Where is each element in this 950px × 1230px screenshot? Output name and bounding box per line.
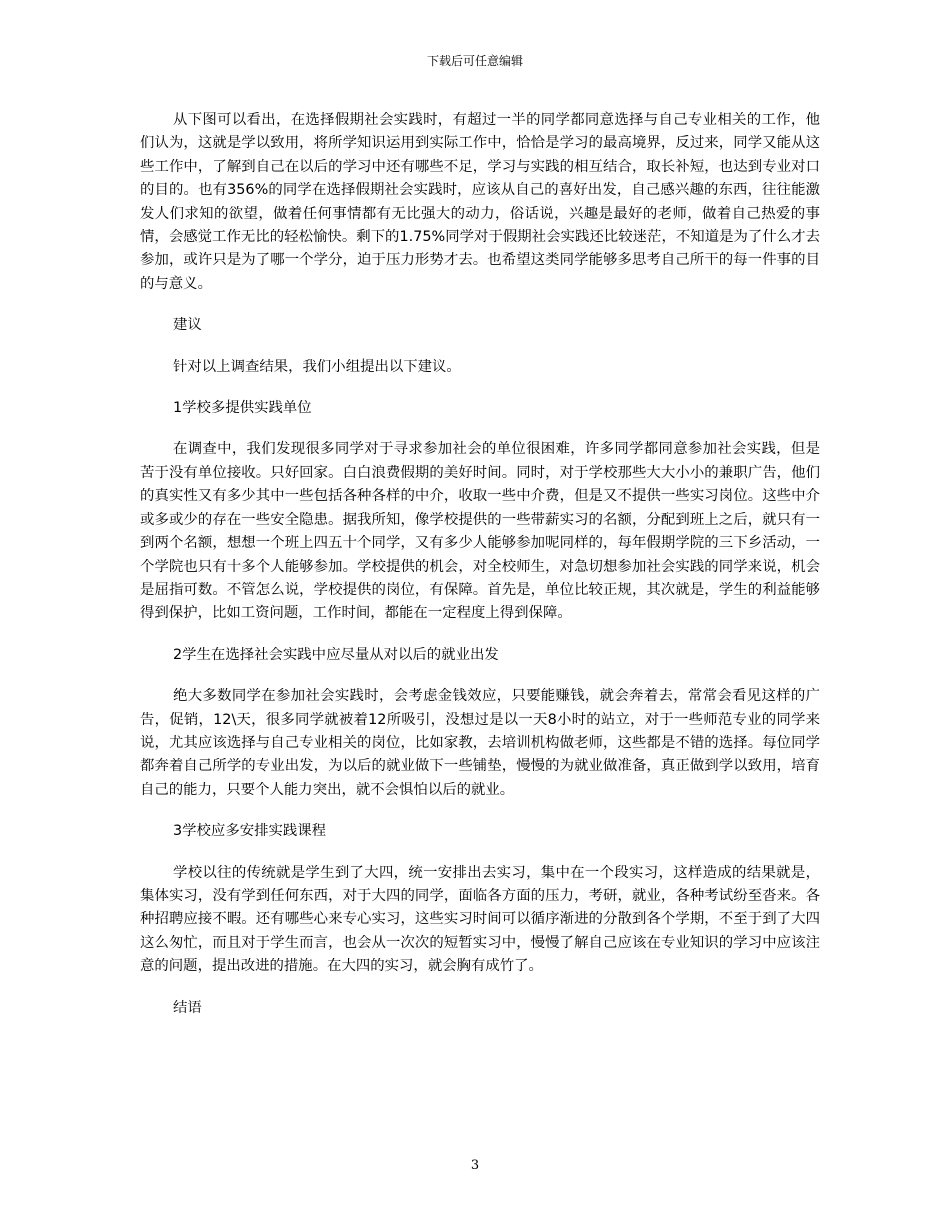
paragraph-suggestion-2: 绝大多数同学在参加社会实践时，会考虑金钱效应，只要能赚钱，就会奔着去，常常会看见这样的广告，促销，12\天，很多同学就被着12所吸引，没想过是以一天8小时的站立，对于一些师范专业的同学来说，尤其应该选择与自己专业相关的岗位，比如家教，去培训机构做老师，这些都是不错的选择。每位同学都奔着自己所学的专业出发，为以后的就业做下一些铺垫，慢慢的为就业做准备，真正做到学以致用，培育自己的能力，只要个人能力突出，就不会惧怕以后的就业。 [140,688,820,798]
paragraph-survey-analysis: 从下图可以看出，在选择假期社会实践时，有超过一半的同学都同意选择与自己专业相关的工作，他们认为，这就是学以致用，将所学知识运用到实际工作中，恰恰是学习的最高境界，反过来，同学又能从这些工作中，了解到自己在以后的学习中还有哪些不足，学习与实践的相互结合，取长补短，也达到专业对口的目的。也有356%的同学在选择假期社会实践时，应该从自己的喜好出发，自己感兴趣的东西，往往能激发人们求知的欲望，做着任何事情都有无比强大的动力，俗话说，兴趣是最好的老师，做着自己热爱的事情，会感觉工作无比的轻松愉快。剩下的1.75%同学对于假期社会实践还比较迷茫，不知道是为了什么才去参加，或许只是为了哪一个学分，迫于压力形势才去。也希望这类同学能够多思考自己所干的每一件事的目的与意义。 [140,112,820,292]
paragraph-suggestion-intro: 针对以上调查结果，我们小组提出以下建议。 [173,358,461,375]
heading-suggestion-1: 1学校多提供实践单位 [173,400,312,417]
page-header: 下载后可任意编辑 [426,54,523,68]
heading-conclusion: 结语 [173,999,202,1016]
paragraph-suggestion-1: 在调查中，我们发现很多同学对于寻求参加社会的单位很困难，许多同学都同意参加社会实践，但是苦于没有单位接收。只好回家。白白浪费假期的美好时间。同时，对于学校那些大大小小的兼职广告，他们的真实性又有多少其中一些包括各种各样的中介，收取一些中介费，但是又不提供一些实习岗位。这些中介或多或少的存在一些安全隐患。据我所知，像学校提供的一些带薪实习的名额，分配到班上之后，就只有一到两个名额，想想一个班上四五十个同学，又有多少人能够参加呢同样的，每年假期学院的三下乡活动，一个学院也只有十多个人能够参加。学校提供的机会，对全校师生，对急切想参加社会实践的同学来说，机会是屈指可数。不管怎么说，学校提供的岗位，有保障。首先是，单位比较正规，其次就是，学生的利益能够得到保护，比如工资问题，工作时间，都能在一定程度上得到保障。 [140,441,820,622]
document-body [140,109,820,1038]
page-number: 3 [470,1158,480,1173]
heading-suggestion-3: 3学校应多安排实践课程 [173,823,327,840]
heading-suggestions: 建议 [173,317,202,334]
paragraph-suggestion-3: 学校以往的传统就是学生到了大四，统一安排出去实习，集中在一个段实习，这样造成的结果就是，集体实习，没有学到任何东西，对于大四的同学，面临各方面的压力，考研，就业，各种考试纷至沓来。各种招聘应接不暇。还有哪些心来专心实习，这些实习时间可以循序渐进的分散到各个学期，不至于到了大四这么匆忙，而且对于学生而言，也会从一次次的短暂实习中，慢慢了解自己应该在专业知识的学习中应该注意的问题，提出改进的措施。在大四的实习，就会胸有成竹了。 [140,864,820,975]
heading-suggestion-2: 2学生在选择社会实践中应尽量从对以后的就业出发 [173,646,499,663]
